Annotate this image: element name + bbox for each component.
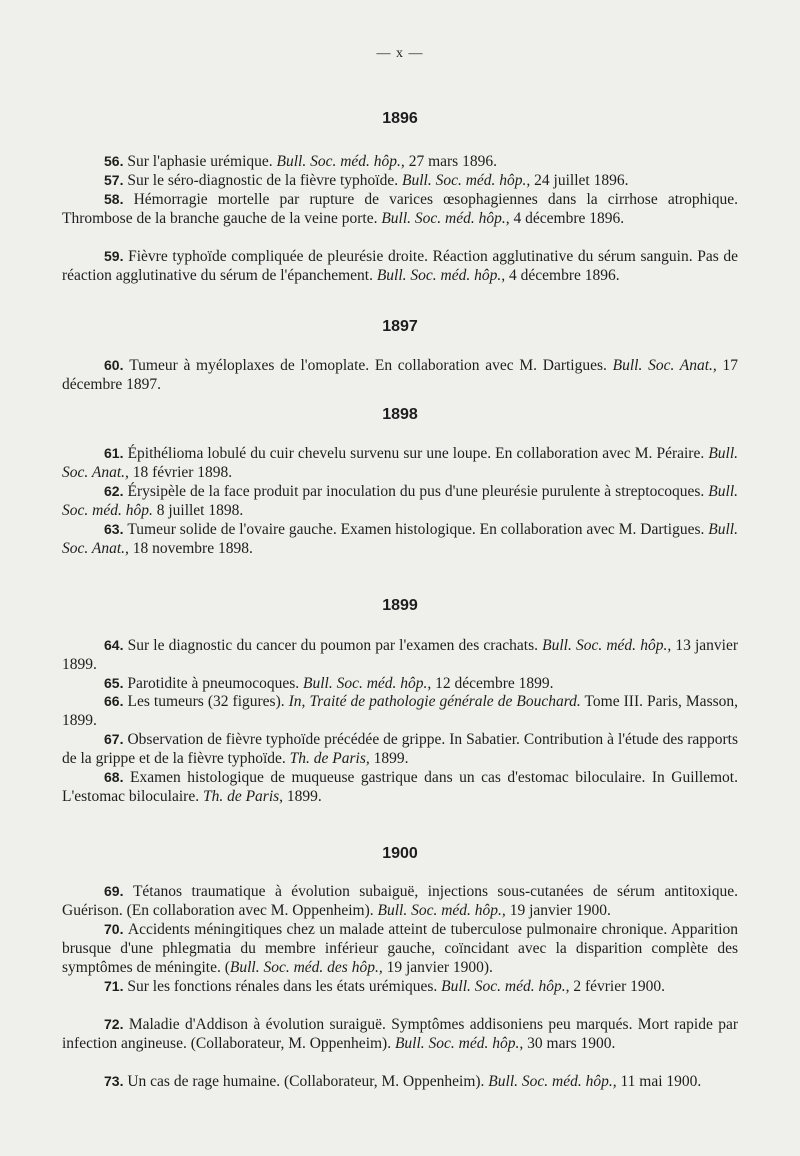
entry-number: 64 .: [104, 637, 128, 653]
entry-number: 60 .: [104, 357, 129, 373]
entry-number: 61 .: [104, 445, 128, 461]
entry-date: 4 décembre 1896.: [509, 267, 620, 284]
bibliography-entry: [62, 247, 738, 285]
entry-number: 66 .: [104, 693, 128, 709]
bibliography-entry: [62, 520, 738, 558]
year-heading: 1896: [382, 110, 418, 127]
bibliography-entry: [62, 882, 738, 920]
entry-reference: Bull. Soc. méd. hôp.: [62, 483, 739, 519]
entry-date: 1899.: [373, 750, 409, 767]
entry-reference: Bull. Soc. méd. hôp.,: [441, 978, 570, 995]
entry-reference: Bull. Soc. Anat.,: [612, 357, 717, 374]
entry-number: 73 .: [104, 1073, 127, 1089]
bibliography-entry: [62, 152, 738, 171]
entry-description: Examen histologique de muqueuse gastrique dans un cas d'estomac biloculaire. In Guillemot. L'estomac biloculaire.: [62, 769, 738, 805]
bibliography-entry: [62, 482, 738, 520]
entry-date: 18 novembre 1898.: [132, 540, 253, 557]
entry-description: Sur les fonctions rénales dans les états urémiques.: [127, 978, 438, 995]
entry-description: Érysipèle de la face produit par inoculation du pus d'une pleurésie purulente à streptocoques.: [127, 483, 705, 500]
entry-description: Sur le diagnostic du cancer du poumon par l'examen des crachats.: [127, 637, 538, 654]
entry-reference: Bull. Soc. méd. des hôp.,: [229, 959, 383, 976]
entry-description: Maladie d'Addison à évolution suraiguë. Symptômes addisoniens peu marqués. Mort rapide par infection angineuse. (Collaborateur, M. Oppenheim).: [62, 1016, 739, 1052]
entry-description: Tétanos traumatique à évolution subaiguë, injections sous-cutanées de sérum antitoxique. Guérison. (En collaboration avec M. Oppenheim).: [62, 883, 738, 919]
year-heading: 1897: [382, 318, 418, 335]
entry-reference: Bull. Soc. méd. hôp.,: [376, 267, 506, 284]
entry-reference: Bull. Soc. méd. hôp.,: [276, 153, 405, 170]
entry-description: Épithélioma lobulé du cuir chevelu survenu sur une loupe. En collaboration avec M. Péraire.: [127, 445, 705, 462]
entry-number: 69 .: [104, 883, 133, 899]
entry-number: 62 .: [104, 483, 127, 499]
entry-date: 8 juillet 1898.: [156, 502, 244, 519]
bibliography-entry: [62, 730, 738, 768]
entry-reference: Bull. Soc. méd. hôp.,: [488, 1073, 617, 1090]
entry-description: Un cas de rage humaine. (Collaborateur, M. Oppenheim).: [127, 1073, 485, 1090]
entry-date: 30 mars 1900.: [527, 1035, 616, 1052]
entry-reference: Bull. Soc. méd. hôp.,: [542, 637, 672, 654]
entry-date: 19 janvier 1900).: [386, 959, 493, 976]
entry-date: 13 janvier 1899.: [62, 637, 739, 673]
entry-description: Accidents méningitiques chez un malade atteint de tuberculose pulmonaire chronique. Apparition brusque d'une phlegmatia du membre inférieur gauche, coïncidant avec la disparition complète des symptômes de méningite. (: [62, 921, 739, 976]
bibliography-entry: [62, 977, 738, 996]
entry-reference: In, Traité de pathologie générale de Bouchard.: [288, 693, 581, 710]
entry-number: 65 .: [104, 675, 127, 691]
entry-description: Fièvre typhoïde compliquée de pleurésie droite. Réaction agglutinative du sérum sanguin. Pas de réaction agglutinative du sérum de l'épanchement.: [62, 248, 738, 284]
entry-description: Observation de fièvre typhoïde précédée de grippe. In Sabatier. Contribution à l'étude des rapports de la grippe et de la fièvre typhoïde.: [62, 731, 739, 767]
entry-number: 71 .: [104, 978, 127, 994]
entry-description: Tumeur solide de l'ovaire gauche. Examen histologique. En collaboration avec M. Dartigues.: [127, 521, 705, 538]
bibliography-entry: [62, 171, 738, 190]
entry-reference: Bull. Soc. méd. hôp.,: [302, 675, 432, 692]
entry-reference: Bull. Soc. Anat.,: [62, 521, 738, 557]
bibliography-entry: [62, 692, 738, 730]
entry-date: 4 décembre 1896.: [513, 210, 625, 227]
entry-date: 27 mars 1896.: [408, 153, 497, 170]
entry-date: 18 février 1898.: [132, 464, 233, 481]
year-heading: 1899: [382, 597, 418, 614]
entry-description: Les tumeurs (32 figures).: [127, 693, 285, 710]
entry-number: 63 .: [104, 521, 127, 537]
entry-description: Tumeur à myéloplaxes de l'omoplate. En collaboration avec M. Dartigues.: [129, 357, 607, 374]
entry-number: 72 .: [104, 1016, 129, 1032]
year-heading: 1900: [382, 845, 418, 862]
bibliography-entry: [62, 444, 738, 482]
entry-date: 12 décembre 1899.: [435, 675, 554, 692]
entry-reference: Th. de Paris,: [202, 788, 284, 805]
entry-description: Hémorragie mortelle par rupture de varices œsophagiennes dans la cirrhose atrophique. Thrombose de la branche gauche de la veine porte.: [62, 191, 738, 227]
entry-number: 56 .: [104, 153, 127, 169]
entry-description: Sur le séro-diagnostic de la fièvre typhoïde.: [127, 172, 399, 189]
bibliography-entry: [62, 674, 738, 693]
entry-number: 58 .: [104, 191, 134, 207]
entry-date: 24 juillet 1896.: [534, 172, 629, 189]
entry-date: 17 décembre 1897.: [62, 357, 739, 393]
year-heading: 1898: [382, 406, 418, 423]
page-number: — x —: [376, 46, 424, 61]
entry-number: 68 .: [104, 769, 130, 785]
bibliography-entry: [62, 1072, 738, 1091]
entry-date: 11 mai 1900.: [620, 1073, 702, 1090]
entry-description: Parotidite à pneumocoques.: [127, 675, 300, 692]
bibliography-entry: [62, 636, 738, 674]
entry-reference: Bull. Soc. méd. hôp.,: [377, 902, 506, 919]
entry-reference: Bull. Soc. méd. hôp.,: [394, 1035, 524, 1052]
entry-reference: Bull. Soc. méd. hôp.,: [401, 172, 531, 189]
entry-reference: Bull. Soc. méd. hôp.,: [381, 210, 510, 227]
entry-number: 59 .: [104, 248, 128, 264]
bibliography-entry: [62, 920, 738, 977]
entry-number: 70 .: [104, 921, 128, 937]
entry-number: 67 .: [104, 731, 127, 747]
entry-date: 19 janvier 1900.: [509, 902, 611, 919]
bibliography-entry: [62, 1015, 738, 1053]
bibliography-entry: [62, 356, 738, 394]
entry-description: Sur l'aphasie urémique.: [127, 153, 273, 170]
entry-date: 2 février 1900.: [573, 978, 666, 995]
bibliography-entry: [62, 768, 738, 806]
entry-reference: Th. de Paris,: [289, 750, 370, 767]
entry-reference: Bull. Soc. Anat.,: [62, 445, 739, 481]
entry-date: Tome III. Paris, Masson, 1899.: [62, 693, 739, 729]
bibliography-entry: [62, 190, 738, 228]
entry-number: 57 .: [104, 172, 127, 188]
entry-date: 1899.: [286, 788, 322, 805]
